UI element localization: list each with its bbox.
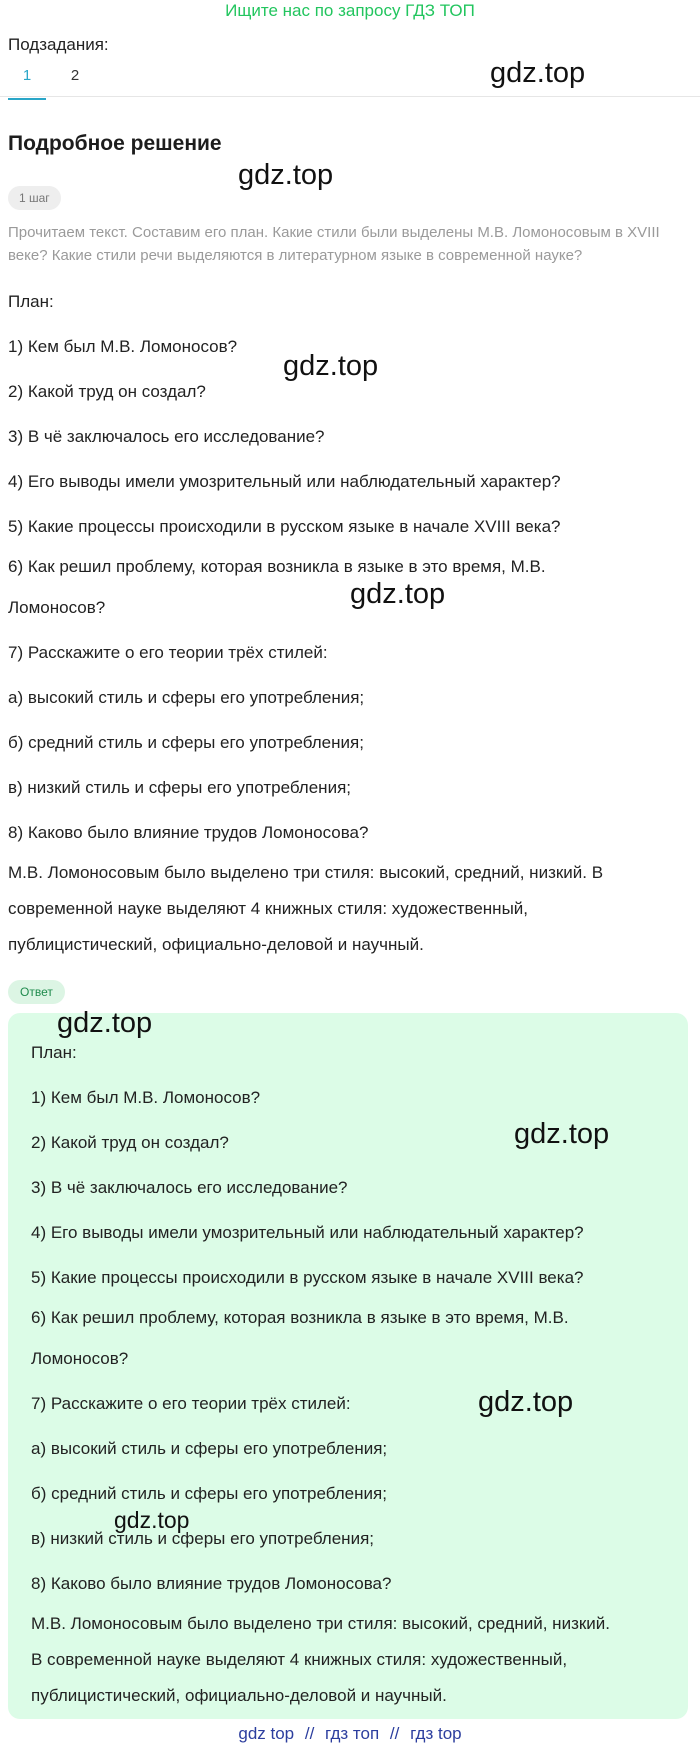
tabs-divider [0, 96, 700, 97]
tab-subtask-1[interactable]: 1 [8, 66, 46, 100]
section-title: Подробное решение [8, 132, 222, 155]
answer-badge: Ответ [8, 980, 65, 1004]
footer-separator: // [389, 1724, 400, 1743]
answer-line: а) высокий стиль и сферы его употребления; [31, 1439, 388, 1458]
step-badge: 1 шаг [8, 186, 61, 210]
answer-line: 4) Его выводы имели умозрительный или наблюдательный характер? [31, 1223, 584, 1242]
solution-line: 1) Кем был М.В. Ломоносов? [8, 337, 238, 356]
solution-conclusion-line: М.В. Ломоносовым было выделено три стиля: высокий, средний, низкий. В [8, 863, 604, 882]
solution-line: 6) Как решил проблему, которая возникла в языке в это время, М.В. [8, 557, 546, 576]
answer-line: 7) Расскажите о его теории трёх стилей: [31, 1394, 351, 1413]
footer-link-gdz-top[interactable]: gdz top [238, 1724, 295, 1743]
footer-link-gdz-top-mixed[interactable]: гдз top [410, 1724, 462, 1743]
solution-line: Ломоносов? [8, 598, 106, 617]
subtasks-label: Подзадания: [8, 35, 109, 54]
solution-line: 7) Расскажите о его теории трёх стилей: [8, 643, 328, 662]
answer-line: В современной науке выделяют 4 книжных стиля: художественный, [31, 1650, 568, 1669]
answer-line: б) средний стиль и сферы его употребления; [31, 1484, 387, 1503]
watermark: gdz.top [114, 1507, 190, 1533]
answer-line: 2) Какой труд он создал? [31, 1133, 229, 1152]
subtask-tabs [8, 66, 104, 100]
answer-line: М.В. Ломоносовым было выделено три стиля: высокий, средний, низкий. [31, 1614, 611, 1633]
top-banner: Ищите нас по запросу ГДЗ ТОП [225, 1, 475, 20]
solution-line: 5) Какие процессы происходили в русском языке в начале XVIII века? [8, 517, 561, 536]
watermark: gdz.top [490, 57, 586, 89]
solution-line: 2) Какой труд он создал? [8, 382, 206, 401]
answer-line: 6) Как решил проблему, которая возникла в языке в это время, М.В. [31, 1308, 569, 1327]
watermark: gdz.top [478, 1386, 574, 1418]
footer-links [0, 1722, 700, 1746]
solution-conclusion-line: публицистический, официально-деловой и научный. [8, 935, 424, 954]
solution-intro: Прочитаем текст. Составим его план. Какие стили были выделены М.В. Ломоносовым в XVIII веке? Какие стили речи выделяются в литературном языке в современной науке? [8, 224, 660, 264]
answer-line: 5) Какие процессы происходили в русском языке в начале XVIII века? [31, 1268, 584, 1287]
footer-separator: // [304, 1724, 315, 1743]
watermark: gdz.top [350, 578, 446, 610]
solution-conclusion-line: современной науке выделяют 4 книжных стиля: художественный, [8, 899, 529, 918]
answer-line: в) низкий стиль и сферы его употребления; [31, 1529, 374, 1548]
answer-line: План: [31, 1043, 77, 1062]
watermark: gdz.top [238, 159, 334, 191]
watermark: gdz.top [57, 1007, 153, 1039]
tab-subtask-2[interactable]: 2 [70, 67, 80, 84]
solution-line: 4) Его выводы имели умозрительный или наблюдательный характер? [8, 472, 561, 491]
answer-line: Ломоносов? [31, 1349, 129, 1368]
watermark: gdz.top [514, 1118, 610, 1150]
answer-line: публицистический, официально-деловой и научный. [31, 1686, 447, 1705]
solution-line: План: [8, 292, 54, 311]
answer-line: 8) Каково было влияние трудов Ломоносова? [31, 1574, 392, 1593]
solution-line: а) высокий стиль и сферы его употребления; [8, 688, 365, 707]
solution-line: 3) В чё заключалось его исследование? [8, 427, 325, 446]
solution-line: б) средний стиль и сферы его употребления; [8, 733, 364, 752]
footer-link-gdz-top-ru[interactable]: гдз топ [325, 1724, 380, 1743]
solution-line: 8) Каково было влияние трудов Ломоносова? [8, 823, 369, 842]
answer-line: 3) В чё заключалось его исследование? [31, 1178, 348, 1197]
watermark: gdz.top [283, 350, 379, 382]
answer-line: 1) Кем был М.В. Ломоносов? [31, 1088, 261, 1107]
solution-line: в) низкий стиль и сферы его употребления; [8, 778, 351, 797]
